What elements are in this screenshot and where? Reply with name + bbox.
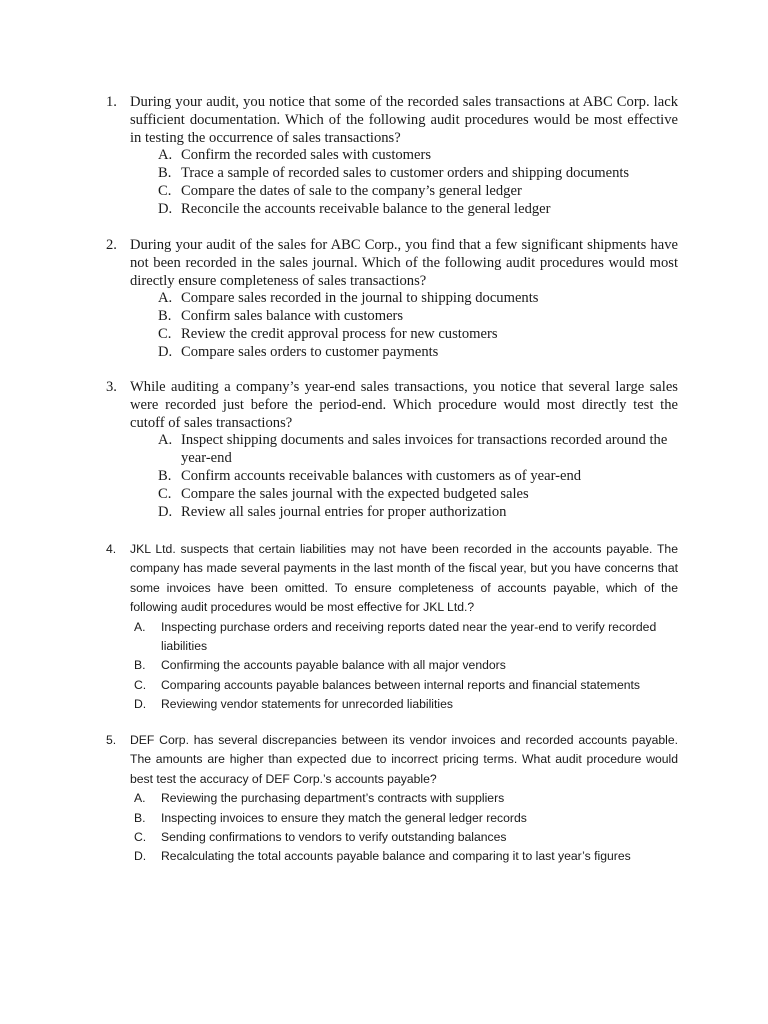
question-stem: While auditing a company’s year-end sales transactions, you notice that several large sales were recorded just before the period-end. Which procedure would most directly test the cutoff of sales transactions? bbox=[130, 379, 678, 431]
option-text: Compare sales recorded in the journal to shipping documents bbox=[181, 290, 539, 307]
option-letter: C. bbox=[158, 182, 172, 199]
option-letter: D. bbox=[158, 343, 173, 360]
option-c bbox=[106, 183, 678, 201]
option-d bbox=[106, 847, 678, 866]
option-letter: D. bbox=[134, 696, 147, 711]
option-letter: B. bbox=[158, 165, 172, 182]
option-text: Reviewing the purchasing department’s contracts with suppliers bbox=[161, 791, 505, 806]
option-text: Comparing accounts payable balances between internal reports and financial statements bbox=[161, 677, 640, 692]
option-d bbox=[106, 201, 678, 219]
option-text: Confirming the accounts payable balance with all major vendors bbox=[161, 658, 506, 673]
option-letter: B. bbox=[134, 810, 146, 825]
options-list bbox=[106, 290, 678, 361]
option-letter: C. bbox=[134, 829, 147, 844]
option-letter: D. bbox=[158, 503, 173, 520]
option-letter: D. bbox=[134, 849, 147, 864]
option-text: Compare the sales journal with the expected budgeted sales bbox=[181, 485, 529, 502]
option-a bbox=[106, 432, 678, 468]
question-stem: During your audit, you notice that some of the recorded sales transactions at ABC Corp. lack sufficient documentation. Which of the following audit procedures would be most effective in testing the occurrence of sales transactions? bbox=[130, 94, 678, 146]
question-2 bbox=[106, 237, 678, 362]
option-letter: B. bbox=[134, 658, 146, 673]
option-a bbox=[106, 147, 678, 165]
question-stem: During your audit of the sales for ABC Corp., you find that a few significant shipments have not been recorded in the sales journal. Which of the following audit procedures would most directly ensure completeness of sales transactions? bbox=[130, 237, 678, 289]
options-list bbox=[106, 618, 678, 714]
question-1 bbox=[106, 94, 678, 219]
option-a bbox=[106, 290, 678, 308]
question-stem: JKL Ltd. suspects that certain liabilities may not have been recorded in the accounts payable. The company has made several payments in the last month of the fiscal year, but you have concerns that some invoices have been omitted. To ensure completeness of accounts payable, which of the following audit procedures would be most effective for JKL Ltd.? bbox=[130, 542, 678, 615]
question-number: 5. bbox=[106, 733, 117, 747]
option-letter: C. bbox=[158, 325, 172, 342]
option-c bbox=[106, 828, 678, 847]
options-list bbox=[106, 432, 678, 521]
option-d bbox=[106, 504, 678, 522]
option-b bbox=[106, 165, 678, 183]
option-c bbox=[106, 676, 678, 695]
option-b bbox=[106, 809, 678, 828]
options-list bbox=[106, 789, 678, 866]
question-5 bbox=[106, 731, 678, 866]
option-text: Inspect shipping documents and sales invoices for transactions recorded around the year-end bbox=[181, 432, 668, 467]
option-letter: B. bbox=[158, 308, 172, 325]
option-text: Compare the dates of sale to the company’s general ledger bbox=[181, 182, 522, 199]
question-stem: DEF Corp. has several discrepancies between its vendor invoices and recorded accounts payable. The amounts are higher than expected due to incorrect pricing terms. What audit procedure would best test the accuracy of DEF Corp.’s accounts payable? bbox=[130, 733, 678, 786]
option-b bbox=[106, 656, 678, 675]
option-text: Confirm the recorded sales with customers bbox=[181, 147, 432, 164]
question-number: 1. bbox=[106, 94, 117, 110]
option-text: Recalculating the total accounts payable balance and comparing it to last year’s figures bbox=[161, 849, 631, 864]
option-c bbox=[106, 326, 678, 344]
option-b bbox=[106, 468, 678, 486]
option-text: Confirm sales balance with customers bbox=[181, 308, 404, 325]
option-text: Compare sales orders to customer payments bbox=[181, 343, 439, 360]
option-text: Review all sales journal entries for proper authorization bbox=[181, 503, 507, 520]
question-3 bbox=[106, 379, 678, 521]
option-letter: A. bbox=[134, 791, 146, 806]
option-text: Inspecting purchase orders and receiving reports dated near the year-end to verify recorded liabilities bbox=[161, 619, 657, 653]
option-text: Sending confirmations to vendors to verify outstanding balances bbox=[161, 829, 507, 844]
options-list bbox=[106, 147, 678, 218]
option-letter: C. bbox=[134, 677, 147, 692]
option-text: Review the credit approval process for new customers bbox=[181, 325, 498, 342]
option-b bbox=[106, 308, 678, 326]
option-text: Reconcile the accounts receivable balance to the general ledger bbox=[181, 200, 551, 217]
option-letter: D. bbox=[158, 200, 173, 217]
question-number: 2. bbox=[106, 237, 117, 253]
option-text: Reviewing vendor statements for unrecorded liabilities bbox=[161, 696, 453, 711]
option-a bbox=[106, 618, 678, 657]
option-letter: A. bbox=[158, 147, 173, 164]
option-text: Inspecting invoices to ensure they match the general ledger records bbox=[161, 810, 527, 825]
option-d bbox=[106, 344, 678, 362]
option-letter: A. bbox=[158, 432, 173, 449]
option-d bbox=[106, 695, 678, 714]
option-text: Trace a sample of recorded sales to customer orders and shipping documents bbox=[181, 165, 630, 182]
question-number: 3. bbox=[106, 379, 117, 395]
option-letter: A. bbox=[134, 619, 146, 634]
option-letter: B. bbox=[158, 467, 172, 484]
option-text: Confirm accounts receivable balances with customers as of year-end bbox=[181, 467, 582, 484]
option-c bbox=[106, 486, 678, 504]
option-letter: C. bbox=[158, 485, 172, 502]
question-number: 4. bbox=[106, 542, 117, 556]
question-4 bbox=[106, 540, 678, 714]
option-a bbox=[106, 789, 678, 808]
option-letter: A. bbox=[158, 290, 173, 307]
